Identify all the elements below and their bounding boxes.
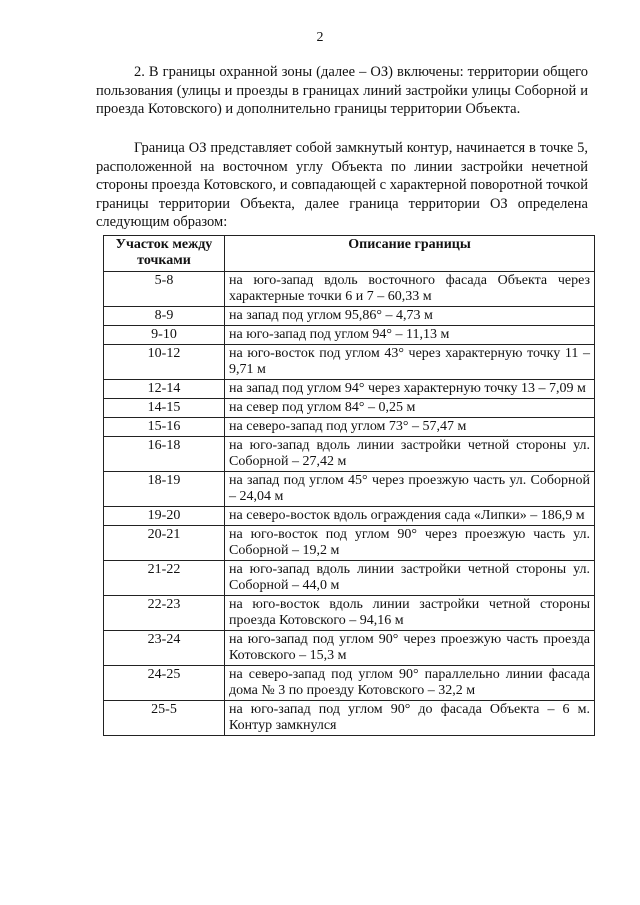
segment-cell: 22-23 (104, 596, 225, 631)
table-row (104, 272, 595, 307)
description-cell: на северо-запад под углом 90° параллельно линии фасада дома № 3 по проезду Котовского – 32,2 м (225, 666, 595, 701)
segment-cell: 15-16 (104, 418, 225, 437)
segment-cell: 16-18 (104, 437, 225, 472)
description-cell: на юго-запад вдоль линии застройки четной стороны ул. Соборной – 27,42 м (225, 437, 595, 472)
segment-cell: 19-20 (104, 507, 225, 526)
table-row (104, 418, 595, 437)
table-row (104, 526, 595, 561)
table-row (104, 307, 595, 326)
segment-cell: 5-8 (104, 272, 225, 307)
description-cell: на юго-запад вдоль линии застройки четной стороны ул. Соборной – 44,0 м (225, 561, 595, 596)
table-row (104, 596, 595, 631)
description-cell: на юго-восток вдоль линии застройки четной стороны проезда Котовского – 94,16 м (225, 596, 595, 631)
description-cell: на северо-запад под углом 73° – 57,47 м (225, 418, 595, 437)
description-cell: на запад под углом 45° через проезжую часть ул. Соборной – 24,04 м (225, 472, 595, 507)
segment-cell: 14-15 (104, 399, 225, 418)
segment-cell: 9-10 (104, 326, 225, 345)
description-cell: на запад под углом 94° через характерную точку 13 – 7,09 м (225, 380, 595, 399)
boundary-table (103, 235, 595, 736)
table-row (104, 345, 595, 380)
table-row (104, 326, 595, 345)
table-row (104, 399, 595, 418)
table-row (104, 666, 595, 701)
description-cell: на юго-восток под углом 43° через характерную точку 11 – 9,71 м (225, 345, 595, 380)
column-header-description: Описание границы (225, 236, 595, 272)
table-row (104, 701, 595, 736)
description-cell: на юго-восток под углом 90° через проезжую часть ул. Соборной – 19,2 м (225, 526, 595, 561)
segment-cell: 12-14 (104, 380, 225, 399)
description-cell: на юго-запад под углом 90° через проезжую часть проезда Котовского – 15,3 м (225, 631, 595, 666)
table-row (104, 472, 595, 507)
paragraph-boundary-scope: 2. В границы охранной зоны (далее – ОЗ) включены: территории общего пользования (улицы и проезды в границах линий застройки улицы Соборной и проезда Котовского) и дополнительно границы территории Объекта. (96, 64, 588, 117)
description-cell: на запад под углом 95,86° – 4,73 м (225, 307, 595, 326)
segment-cell: 20-21 (104, 526, 225, 561)
segment-cell: 10-12 (104, 345, 225, 380)
segment-cell: 25-5 (104, 701, 225, 736)
description-cell: на север под углом 84° – 0,25 м (225, 399, 595, 418)
column-header-segment: Участок между точками (104, 236, 225, 272)
table-row (104, 507, 595, 526)
table-header-row (104, 236, 595, 272)
description-cell: на юго-запад вдоль восточного фасада Объекта через характерные точки 6 и 7 – 60,33 м (225, 272, 595, 307)
table-row (104, 561, 595, 596)
description-cell: на юго-запад под углом 94° – 11,13 м (225, 326, 595, 345)
segment-cell: 18-19 (104, 472, 225, 507)
table-row (104, 437, 595, 472)
description-cell: на юго-запад под углом 90° до фасада Объекта – 6 м. Контур замкнулся (225, 701, 595, 736)
table-row (104, 631, 595, 666)
page-number: 2 (316, 30, 324, 45)
table-row (104, 380, 595, 399)
description-cell: на северо-восток вдоль ограждения сада «Липки» – 186,9 м (225, 507, 595, 526)
segment-cell: 21-22 (104, 561, 225, 596)
segment-cell: 24-25 (104, 666, 225, 701)
segment-cell: 8-9 (104, 307, 225, 326)
segment-cell: 23-24 (104, 631, 225, 666)
paragraph-boundary-description: Граница ОЗ представляет собой замкнутый контур, начинается в точке 5, расположенной на восточном углу Объекта по линии застройки нечетной стороны проезда Котовского, и совпадающей с характерной поворотной точкой границы территории Объекта, далее граница территории ОЗ определена следующим образом: (96, 140, 588, 230)
